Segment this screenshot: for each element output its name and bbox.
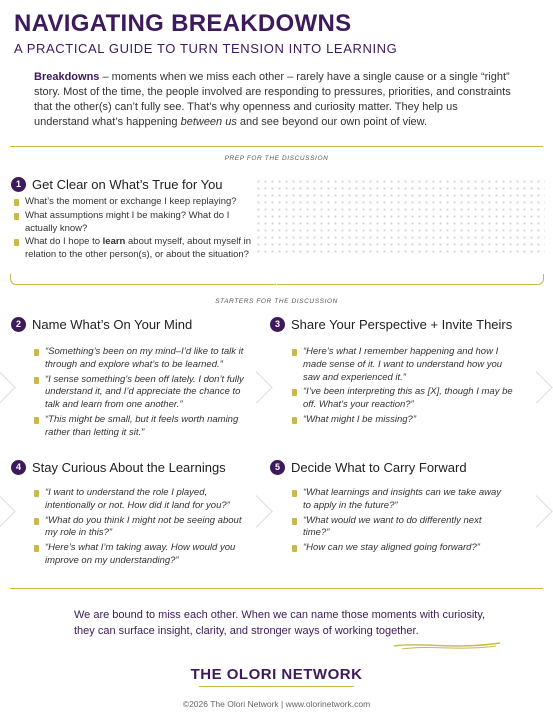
step-4-title: Stay Curious About the Learnings: [32, 460, 226, 475]
chevron-right-icon: [520, 371, 553, 404]
list-item: “Here’s what I remember happening and how I made sense of it. I want to understand how you saw and experienced it.”: [292, 346, 518, 384]
step-5-list: [292, 487, 504, 557]
dot-pattern: [255, 178, 545, 256]
bracket-right: [277, 274, 544, 285]
page-title: NAVIGATING BREAKDOWNS: [14, 10, 352, 37]
step-1-b3-a: What do I hope to: [25, 236, 103, 248]
step-1-b3-bold: learn: [102, 236, 126, 248]
divider-top: [10, 146, 543, 147]
step-3-number: 3: [270, 317, 285, 332]
closing-paragraph: We are bound to miss each other. When we can name those moments with curiosity, they can surface insight, clarity, and stronger ways of working together.: [74, 609, 486, 637]
step-5-number: 5: [270, 460, 285, 475]
intro-italic: between us: [180, 116, 237, 128]
chevron-left-icon: [0, 495, 16, 528]
step-5-title: Decide What to Carry Forward: [291, 460, 467, 475]
intro-text-a: – moments when we miss each other – rarely have a single cause or a single “right” story. Most of the time, the people involved are responding to pressures, priorities, and constraints that the other(s) can’t fully see. That’s why openness and curiosity matter. They help us understand what’s happening: [34, 71, 511, 128]
page-subtitle: A PRACTICAL GUIDE TO TURN TENSION INTO LEARNING: [14, 41, 398, 56]
step-2-title: Name What’s On Your Mind: [32, 317, 193, 332]
step-1-b3-b: about myself, about myself in relation to the other person(s), or about the situation?: [25, 236, 252, 261]
step-1-number: 1: [11, 177, 26, 192]
brand-logo: THE OLORI NETWORK: [190, 666, 363, 683]
step-3-list: [292, 346, 518, 429]
list-item: [14, 236, 252, 262]
step-1-title: Get Clear on What’s True for You: [32, 177, 223, 192]
intro-bold: Breakdowns: [34, 71, 100, 83]
list-item: “Here’s what I’m taking away. How would you improve on my understanding?”: [34, 542, 252, 568]
list-item: What’s the moment or exchange I keep replaying?: [14, 196, 252, 209]
bracket-left: [10, 274, 276, 285]
step-4-number: 4: [11, 460, 26, 475]
logo-underline: [199, 686, 354, 687]
underline-squiggle-icon: [392, 640, 502, 652]
chevron-right-icon: [520, 495, 553, 528]
step-2-list: [34, 346, 252, 442]
step-2-number: 2: [11, 317, 26, 332]
list-item: “This might be small, but it feels worth naming rather than letting it sit.”: [34, 414, 252, 440]
list-item: “I sense something’s been off lately. I don’t fully understand it, and I’d appreciate the chance to talk and learn from one another.”: [34, 374, 252, 412]
list-item: “How can we stay aligned going forward?”: [292, 542, 504, 555]
step-1-list: [14, 196, 252, 263]
list-item: “I want to understand the role I played, intentionally or not. How did it land for you?”: [34, 487, 252, 513]
list-item: “What might I be missing?”: [292, 414, 518, 427]
step-4-list: [34, 487, 252, 570]
step-3-title: Share Your Perspective + Invite Theirs: [291, 317, 513, 332]
divider-bottom: [10, 588, 543, 589]
intro-paragraph: [34, 70, 514, 130]
list-item: “What do you think I might not be seeing about my role in this?”: [34, 515, 252, 541]
list-item: “I’ve been interpreting this as [X], though I may be off. What’s your reaction?”: [292, 386, 518, 412]
footer-text: ©2026 The Olori Network | www.olorinetwork.com: [182, 699, 371, 709]
chevron-left-icon: [0, 371, 16, 404]
starters-label: STARTERS FOR THE DISCUSSION: [215, 298, 338, 305]
list-item: “What learnings and insights can we take away to apply in the future?”: [292, 487, 504, 513]
intro-text-b: and see beyond our own point of view.: [236, 116, 428, 128]
list-item: “Something’s been on my mind–I’d like to talk it through and explore what’s to be learned.”: [34, 346, 252, 372]
prep-label: PREP FOR THE DISCUSSION: [224, 155, 329, 162]
list-item: “What would we want to do differently next time?”: [292, 515, 504, 541]
list-item: What assumptions might I be making? What do I actually know?: [14, 210, 252, 236]
